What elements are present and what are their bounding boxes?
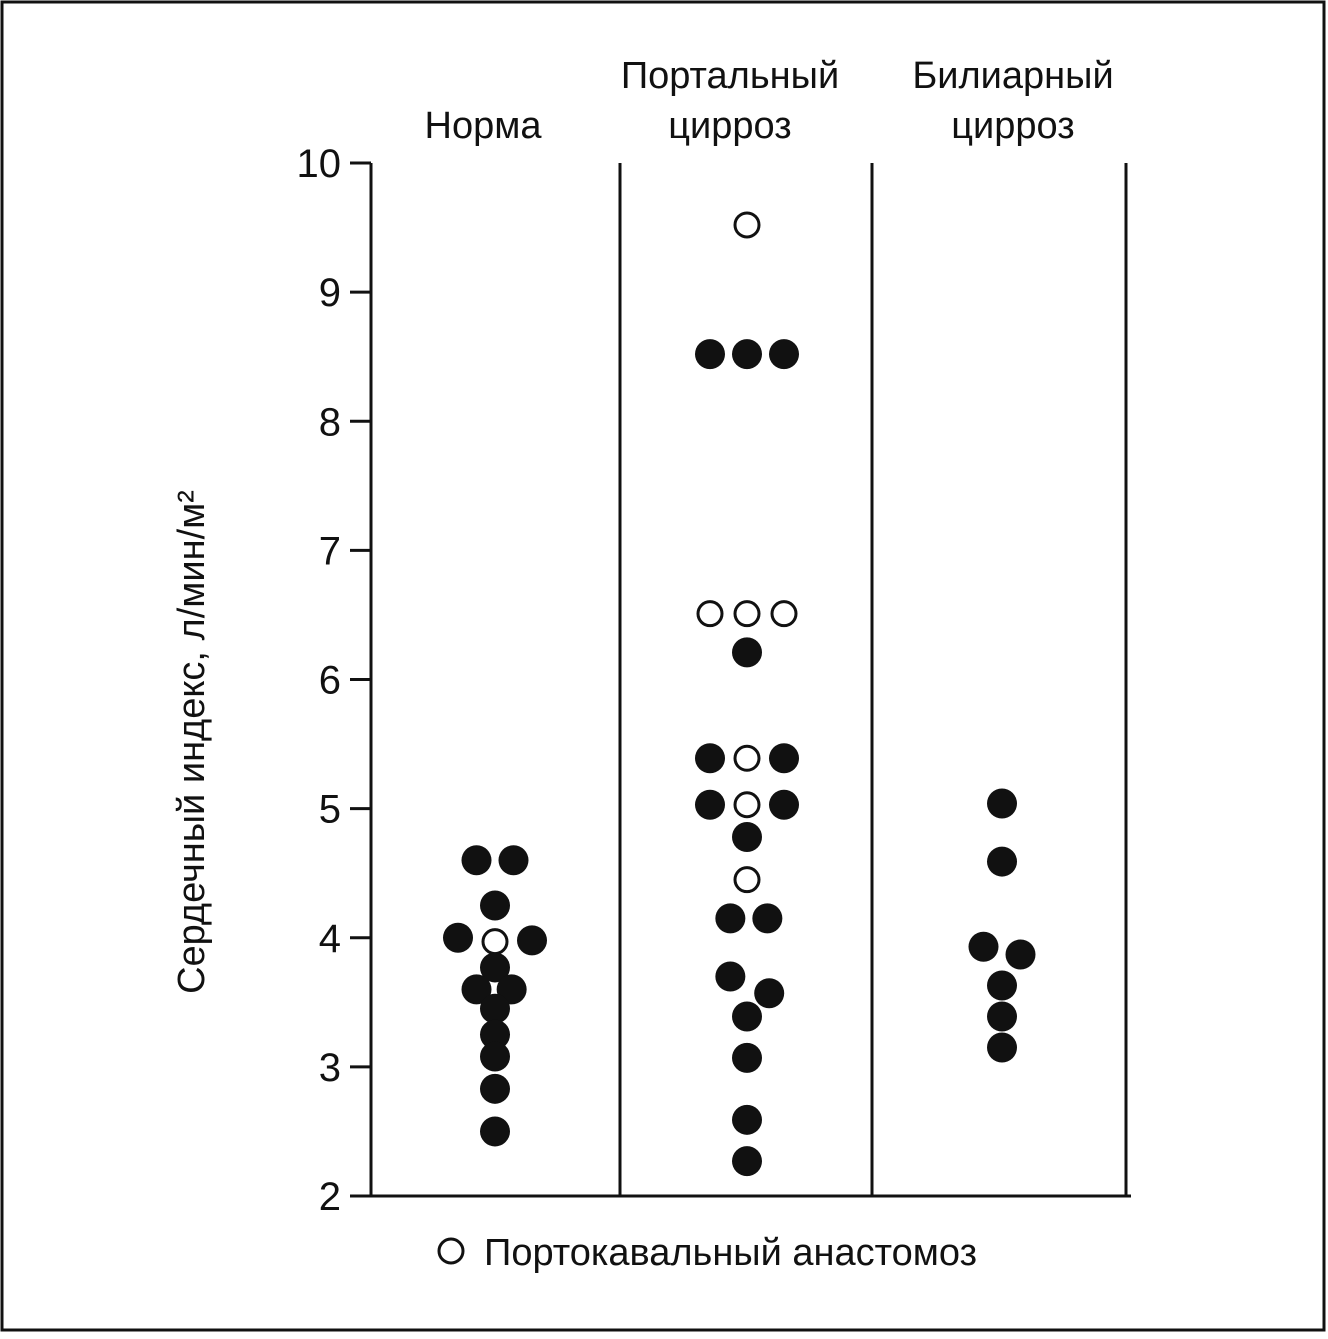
data-point-s1-1-filled [695, 339, 725, 369]
legend-label: Портокавальный анастомоз [484, 1232, 978, 1274]
y-tick-label-6: 6 [318, 658, 341, 703]
data-point-s1-19-filled [754, 978, 784, 1008]
y-tick-label-4: 4 [318, 916, 341, 961]
category-label-biliary-line1: Билиарный [912, 55, 1114, 97]
data-point-s2-3-filled [1006, 940, 1036, 970]
data-point-s1-2-filled [732, 339, 762, 369]
data-point-s0-1-filled [499, 845, 529, 875]
data-point-s0-2-filled [480, 890, 510, 920]
data-point-s1-6-open [772, 602, 796, 626]
data-point-s1-3-filled [769, 339, 799, 369]
y-tick-label-9: 9 [318, 271, 341, 316]
data-point-s1-18-filled [715, 961, 745, 991]
data-point-s1-17-filled [752, 903, 782, 933]
category-label-norm-line2: Норма [424, 105, 542, 147]
data-point-s1-16-filled [715, 903, 745, 933]
data-point-s1-13-filled [769, 790, 799, 820]
data-point-s1-21-filled [732, 1043, 762, 1073]
data-point-s0-4-open [483, 930, 507, 954]
data-point-s1-23-filled [732, 1146, 762, 1176]
data-point-s0-12-filled [480, 1074, 510, 1104]
data-point-s0-3-filled [443, 923, 473, 953]
data-point-s1-10-filled [769, 743, 799, 773]
data-point-s0-5-filled [517, 925, 547, 955]
data-point-s0-13-filled [480, 1116, 510, 1146]
data-point-s0-9-filled [480, 994, 510, 1024]
y-tick-label-7: 7 [318, 529, 341, 574]
data-point-s2-5-filled [987, 1002, 1017, 1032]
data-point-s1-0-open [735, 213, 759, 237]
y-axis-label: Сердечный индекс, л/мин/м² [171, 490, 213, 994]
y-tick-label-5: 5 [318, 787, 341, 832]
data-point-s2-6-filled [987, 1033, 1017, 1063]
data-point-s1-20-filled [732, 1002, 762, 1032]
data-point-s0-11-filled [480, 1042, 510, 1072]
data-point-s2-1-filled [987, 847, 1017, 877]
data-point-s0-0-filled [462, 845, 492, 875]
y-axis-ticks [297, 142, 372, 1219]
data-point-s1-22-filled [732, 1105, 762, 1135]
data-point-s1-15-open [735, 868, 759, 892]
y-tick-label-3: 3 [318, 1045, 341, 1090]
y-tick-label-10: 10 [296, 142, 341, 186]
y-tick-label-8: 8 [318, 400, 341, 445]
category-label-biliary-line2: цирроз [951, 105, 1075, 147]
data-point-s2-4-filled [987, 971, 1017, 1001]
data-point-s1-11-filled [695, 790, 725, 820]
data-point-s1-4-open [698, 602, 722, 626]
y-tick-label-2: 2 [318, 1175, 341, 1219]
legend-open-circle-icon [439, 1239, 463, 1263]
data-point-s1-14-filled [732, 822, 762, 852]
data-point-s2-0-filled [987, 788, 1017, 818]
data-point-s1-9-open [735, 746, 759, 770]
category-label-portal-line2: цирроз [668, 105, 792, 147]
data-point-s1-12-open [735, 793, 759, 817]
category-label-portal-line1: Портальный [620, 55, 840, 97]
data-points [443, 213, 1036, 1176]
data-point-s2-2-filled [969, 932, 999, 962]
data-point-s1-5-open [735, 602, 759, 626]
data-point-s1-8-filled [695, 743, 725, 773]
data-point-s1-7-filled [732, 637, 762, 667]
